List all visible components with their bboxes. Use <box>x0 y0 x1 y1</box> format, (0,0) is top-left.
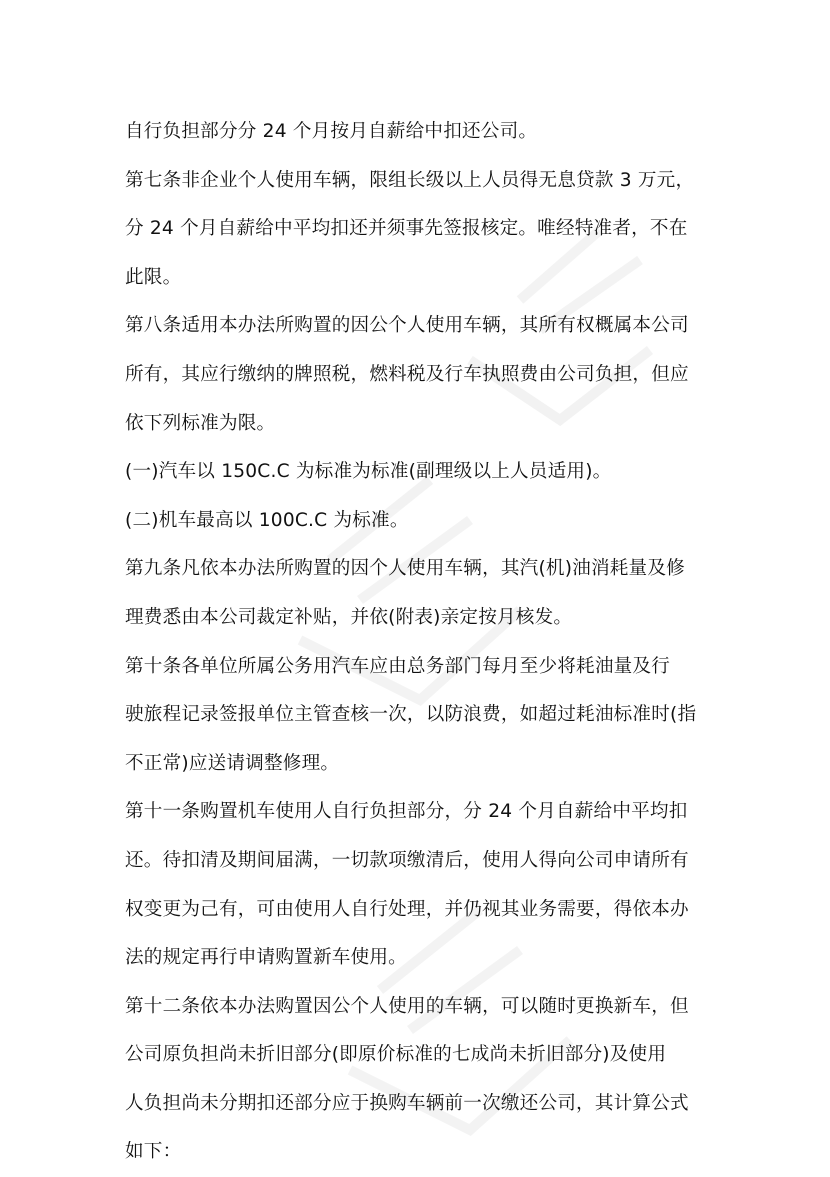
text-line: 第十二条依本办法购置因公个人使用的车辆，可以随时更换新车，但 <box>125 995 689 1017</box>
text-line: 还。待扣清及期间届满，一切款项缴清后，使用人得向公司申请所有 <box>125 849 689 871</box>
text-line: 法的规定再行申请购置新车使用。 <box>125 947 407 969</box>
text-line: 第九条凡依本办法所购置的因个人使用车辆，其汽(机)油消耗量及修 <box>125 558 685 580</box>
text-line: 自行负担部分分 24 个月按月自薪给中扣还公司。 <box>125 121 538 142</box>
document-body <box>125 108 715 1177</box>
text-line: 第十条各单位所属公务用汽车应由总务部门每月至少将耗油量及行 <box>125 655 671 677</box>
text-line: 第七条非企业个人使用车辆，限组长级以上人员得无息贷款 3 万元， <box>125 169 695 191</box>
text-line: 依下列标准为限。 <box>125 412 276 434</box>
text-line: (一)汽车以 150C.C 为标准为标准(副理级以上人员适用)。 <box>125 461 612 483</box>
text-line: 第八条适用本办法所购置的因公个人使用车辆，其所有权概属本公司 <box>125 315 689 337</box>
text-line: 理费悉由本公司裁定补贴，并依(附表)亲定按月核发。 <box>125 606 573 628</box>
text-line: 分 24 个月自薪给中平均扣还并须事先签报核定。唯经特准者，不在 <box>125 218 688 240</box>
text-line: 第十一条购置机车使用人自行负担部分，分 24 个月自薪给中平均扣 <box>125 801 688 823</box>
text-line: 此限。 <box>125 266 182 288</box>
text-line: 公司原负担尚未折旧部分(即原价标准的七成尚未折旧部分)及使用 <box>125 1044 667 1066</box>
text-line: 不正常)应送请调整修理。 <box>125 752 340 774</box>
text-line: 所有，其应行缴纳的牌照税，燃料税及行车执照费由公司负担，但应 <box>125 363 689 385</box>
text-line: 权变更为己有，可由使用人自行处理，并仍视其业务需要，得依本办 <box>125 898 689 920</box>
text-line: 如下： <box>125 1141 182 1163</box>
text-line: 人负担尚未分期扣还部分应于换购车辆前一次缴还公司，其计算公式 <box>125 1092 689 1114</box>
text-line: (二)机车最高以 100C.C 为标准。 <box>125 509 409 531</box>
text-line: 驶旅程记录签报单位主管查核一次，以防浪费，如超过耗油标准时(指 <box>125 704 697 726</box>
